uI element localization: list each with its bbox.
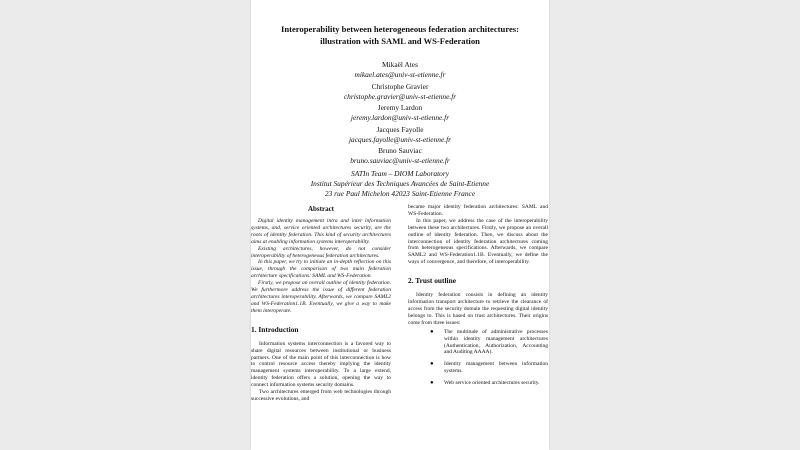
bullet-icon: ● xyxy=(430,361,434,368)
left-column xyxy=(251,204,391,403)
author-name: Jacques Fayolle xyxy=(376,124,424,134)
author-block xyxy=(251,103,549,125)
abstract-paragraph: Existing architectures, however, do not consider interoperability of heterogeneous federation architectures. xyxy=(251,245,391,259)
introduction-paragraph: Two architectures emerged from web technologies through successive evolutions, and xyxy=(251,389,391,402)
affiliation-team: SATIn Team – DIOM Laboratory xyxy=(351,169,449,178)
author-email: jacques.fayolle@univ-st-etienne.fr xyxy=(348,134,452,144)
author-email: jeremy.lardon@univ-st-etienne.fr xyxy=(350,113,450,122)
introduction-continuation: became major identity federation architectures: SAML and WS-Federation. xyxy=(408,204,548,217)
paper-title-line-2: illustration with SAML and WS-Federation xyxy=(320,35,480,46)
abstract-paragraph: Digital identity management intra and inter information systems, and, service oriented architectures security, are the roots of identity federation. This kind of security architectures aims at enabling information systems interoperability. xyxy=(251,218,391,245)
list-item-text: Web service oriented architectures security. xyxy=(444,380,540,387)
abstract-paragraph: Firstly, we propose an overall outline of identity federation. We furthermore address the issue of different federation architectures interoperability. Afterwards, we compare SAML2 and WS-Federation1.1B. Eventually, we give a way to make them interoperate. xyxy=(251,280,391,314)
author-name: Christophe Gravier xyxy=(371,81,429,91)
right-column xyxy=(408,204,548,392)
list-item-text: Identity management between information systems. xyxy=(444,361,548,375)
trust-issues-list xyxy=(408,329,548,387)
trust-outline-paragraph: Identity federation consists in defining an identity information transport architecture to retrieve the clearance of access from the security domain the requesting digital identity belongs to. This is based on trust architectures. Their origins come from three issues: xyxy=(408,292,548,326)
author-email: christophe.gravier@univ-st-etienne.fr xyxy=(343,91,457,101)
paper-title xyxy=(265,24,535,47)
list-item xyxy=(430,361,548,375)
introduction-heading: 1. Introduction xyxy=(251,324,299,334)
author-list xyxy=(251,60,549,168)
abstract-heading: Abstract xyxy=(307,205,335,213)
trust-outline-heading: 2. Trust outline xyxy=(408,276,456,286)
affiliation-address: 23 rue Paul Michelon 42023 Saint-Etienne France xyxy=(324,189,476,198)
author-block xyxy=(251,146,549,168)
abstract-paragraph: In this paper, we try to initiate an in-depth reflection on this issue, through the comparison of two main federation architecture specifications: SAML and WS-Federation. xyxy=(251,259,391,280)
author-block xyxy=(251,125,549,147)
paper-title-line-1: Interoperability between heterogeneous federation architectures: xyxy=(280,24,520,34)
introduction-paragraph: Information systems interconnection is a favored way to share digital resources between institutional or business partners. One of the main point of this interconnection is how to control resource access thereby implying the identity management systems interoperability. To a large extend, identity federation offers a solution, opening the way to connect information systems security domains. xyxy=(251,340,391,389)
author-name: Mikaël Ates xyxy=(382,60,418,69)
author-name: Jeremy Lardon xyxy=(377,103,423,112)
author-block xyxy=(251,60,549,82)
affiliation xyxy=(251,169,549,199)
list-item-text: The multitude of administrative processes within identity management architectures (Authentication, Authorization, Accounting and Auditing AAAA). xyxy=(444,328,548,356)
author-block xyxy=(251,82,549,104)
bullet-icon: ● xyxy=(430,328,434,335)
paper-page xyxy=(251,0,549,450)
introduction-paragraph: In this paper, we address the case of the interoperability between these two architectures. Firstly, we propose an overall outline of identity federation. Then, we discuss about the interconnection of identity federation architectures coming from heterogeneous specifications. Afterwards, we compare SAML2 and WS-Federation1.1B. Eventually, we define the ways of convergence, and therefore, of interoperability. xyxy=(408,217,548,266)
author-email: mikael.ates@univ-st-etienne.fr xyxy=(354,70,446,79)
author-name: Bruno Sauviac xyxy=(378,146,422,155)
bullet-icon: ● xyxy=(430,380,434,387)
list-item xyxy=(430,328,548,357)
affiliation-institute: Institut Supérieur des Techniques Avancées de Saint-Etienne xyxy=(310,179,490,188)
list-item xyxy=(430,380,548,387)
author-email: bruno.sauviac@univ-st-etienne.fr xyxy=(350,156,450,165)
